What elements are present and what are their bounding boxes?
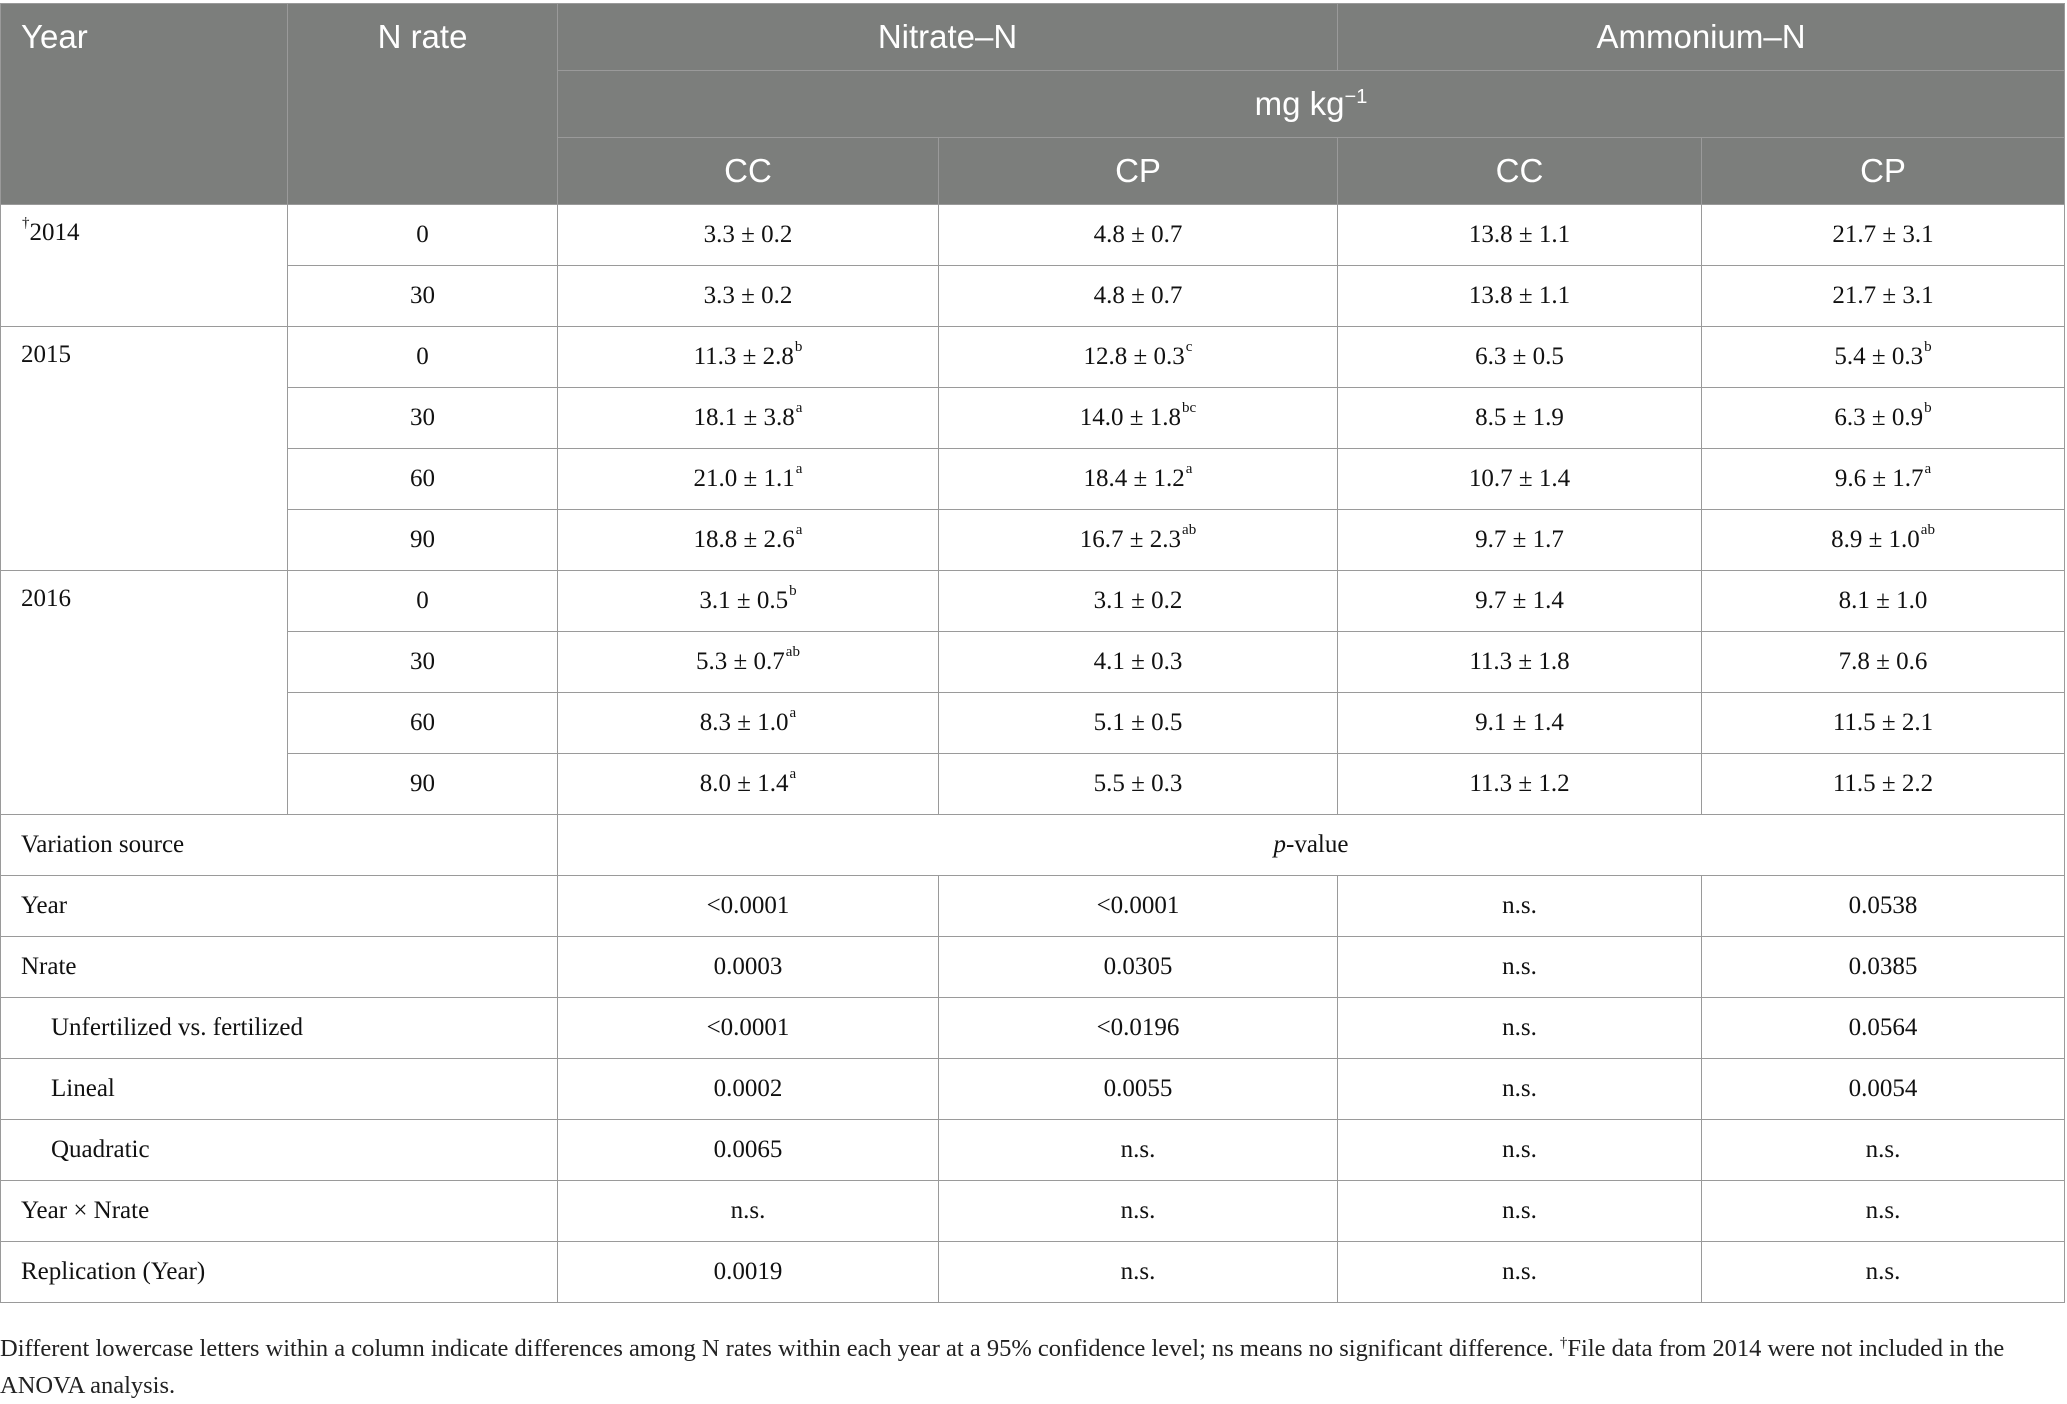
p-rest: -value [1286,831,1349,858]
header-nrate: N rate [288,4,558,205]
anova-row [1,1120,2065,1181]
anova-header-pvalue [558,815,2065,876]
anova-pvalue-cell: n.s. [1338,1059,1702,1120]
value-text: 9.1 ± 1.4 [1475,709,1564,736]
header-ammonium-cp: CP [1702,138,2065,205]
anova-pvalue-cell: <0.0001 [558,876,939,937]
value-text: 21.7 ± 3.1 [1832,282,1934,309]
value-cell-nh4-cc [1338,327,1702,388]
anova-pvalue-cell: <0.0196 [939,998,1338,1059]
anova-pvalue-cell: <0.0001 [939,876,1338,937]
value-cell-nh4-cp [1702,388,2065,449]
value-cell-nh4-cp [1702,632,2065,693]
nrate-cell: 0 [288,571,558,632]
table-row [1,693,2065,754]
nrate-cell: 30 [288,266,558,327]
anova-pvalue-cell: n.s. [558,1181,939,1242]
significance-letter: ab [1920,522,1935,538]
value-text: 18.8 ± 2.6 [693,526,795,553]
value-text: 11.3 ± 1.2 [1469,770,1570,797]
anova-pvalue-cell: 0.0054 [1702,1059,2065,1120]
anova-source-label: Year × Nrate [1,1181,558,1242]
significance-letter: a [1924,461,1932,477]
value-cell-nh4-cp [1702,510,2065,571]
anova-pvalue-cell: n.s. [1702,1120,2065,1181]
anova-source-label: Lineal [1,1059,558,1120]
header-year: Year [1,4,288,205]
value-cell-nh4-cp [1702,754,2065,815]
anova-pvalue-cell: 0.0564 [1702,998,2065,1059]
header-nitrate: Nitrate–N [558,4,1338,71]
nrate-cell: 60 [288,449,558,510]
value-cell-no3-cc [558,632,939,693]
anova-pvalue-cell: n.s. [1702,1181,2065,1242]
value-text: 8.3 ± 1.0 [699,709,789,736]
value-cell-no3-cc [558,388,939,449]
anova-source-label: Replication (Year) [1,1242,558,1303]
value-text: 4.1 ± 0.3 [1093,648,1183,675]
significance-letter: b [1924,400,1932,416]
table-row [1,327,2065,388]
footnote-dagger: † [1559,1335,1568,1351]
table-row [1,571,2065,632]
significance-letter: a [795,400,803,416]
year-label: 2016 [21,585,71,612]
value-text: 3.3 ± 0.2 [703,282,793,309]
value-cell-no3-cc [558,327,939,388]
value-text: 6.3 ± 0.9 [1834,404,1924,431]
value-cell-no3-cc [558,510,939,571]
nrate-cell: 60 [288,693,558,754]
table-row [1,449,2065,510]
value-cell-no3-cp [939,693,1338,754]
value-text: 6.3 ± 0.5 [1475,343,1564,370]
value-cell-no3-cc [558,754,939,815]
significance-letter: a [1185,461,1193,477]
value-cell-nh4-cc [1338,449,1702,510]
value-text: 4.8 ± 0.7 [1093,282,1183,309]
table-row [1,754,2065,815]
value-text: 16.7 ± 2.3 [1079,526,1182,553]
value-cell-no3-cc [558,571,939,632]
anova-header-row [1,815,2065,876]
significance-letter: b [1924,339,1932,355]
unit-exponent: −1 [1344,86,1368,108]
table-header [1,4,2065,205]
year-label: 2014 [29,219,80,246]
anova-pvalue-cell: 0.0055 [939,1059,1338,1120]
value-text: 10.7 ± 1.4 [1468,465,1571,492]
value-cell-nh4-cc [1338,571,1702,632]
value-cell-no3-cp [939,327,1338,388]
value-text: 5.1 ± 0.5 [1093,709,1183,736]
value-text: 8.9 ± 1.0 [1831,526,1920,553]
value-cell-no3-cp [939,449,1338,510]
value-text: 13.8 ± 1.1 [1468,221,1571,248]
value-cell-no3-cc [558,693,939,754]
significance-letter: a [795,461,803,477]
significance-letter: a [789,705,797,721]
table-row [1,632,2065,693]
anova-pvalue-cell: n.s. [939,1181,1338,1242]
year-label: 2015 [21,341,71,368]
footnote-text-1: Different lowercase letters within a column indicate differences among N rates within each year at a 95% confidence level; ns means no significant difference. [0,1335,1560,1363]
value-cell-nh4-cc [1338,510,1702,571]
significance-letter: b [789,583,797,599]
value-text: 3.3 ± 0.2 [703,221,793,248]
anova-pvalue-cell: 0.0305 [939,937,1338,998]
anova-source-label: Nrate [1,937,558,998]
year-cell [1,205,288,327]
nrate-cell: 90 [288,510,558,571]
value-text: 11.5 ± 2.2 [1832,770,1934,797]
anova-row [1,937,2065,998]
significance-letter: a [789,766,797,782]
value-text: 9.7 ± 1.4 [1475,587,1564,614]
table-body-anova [1,815,2065,1303]
value-text: 11.3 ± 1.8 [1469,648,1570,675]
value-cell-nh4-cc [1338,205,1702,266]
value-text: 4.8 ± 0.7 [1093,221,1183,248]
value-cell-nh4-cp [1702,571,2065,632]
value-text: 8.5 ± 1.9 [1475,404,1564,431]
value-cell-no3-cc [558,205,939,266]
significance-letter: bc [1182,400,1197,416]
value-text: 18.4 ± 1.2 [1083,465,1185,492]
value-text: 5.4 ± 0.3 [1834,343,1924,370]
anova-pvalue-cell: n.s. [1338,998,1702,1059]
value-text: 13.8 ± 1.1 [1468,282,1571,309]
anova-pvalue-cell: n.s. [1338,876,1702,937]
anova-pvalue-cell: n.s. [1338,1181,1702,1242]
header-unit [558,71,2065,138]
value-text: 7.8 ± 0.6 [1838,648,1928,675]
value-cell-nh4-cc [1338,266,1702,327]
value-text: 3.1 ± 0.2 [1093,587,1183,614]
table-body-data [1,205,2065,815]
value-text: 3.1 ± 0.5 [699,587,789,614]
value-text: 12.8 ± 0.3 [1083,343,1185,370]
table-row [1,388,2065,449]
anova-source-label: Quadratic [1,1120,558,1181]
anova-row [1,1059,2065,1120]
significance-letter: b [794,339,803,355]
soil-nitrogen-table [0,3,2065,1303]
anova-pvalue-cell: 0.0019 [558,1242,939,1303]
value-cell-nh4-cp [1702,327,2065,388]
table-row [1,266,2065,327]
significance-letter: a [795,522,803,538]
nrate-cell: 0 [288,327,558,388]
value-cell-no3-cp [939,571,1338,632]
significance-letter: c [1185,339,1193,355]
anova-source-label: Year [1,876,558,937]
header-nitrate-cp: CP [939,138,1338,205]
header-ammonium-cc: CC [1338,138,1702,205]
anova-pvalue-cell: n.s. [1338,1242,1702,1303]
anova-pvalue-cell: 0.0538 [1702,876,2065,937]
nrate-cell: 30 [288,388,558,449]
table-footnote [0,1325,2060,1404]
value-text: 11.3 ± 2.8 [693,343,794,370]
value-cell-nh4-cp [1702,449,2065,510]
year-cell [1,327,288,571]
significance-letter: ab [1182,522,1197,538]
anova-row [1,876,2065,937]
anova-pvalue-cell: n.s. [939,1242,1338,1303]
anova-header-label: Variation source [1,815,558,876]
value-cell-no3-cc [558,266,939,327]
value-cell-nh4-cp [1702,266,2065,327]
anova-source-label: Unfertilized vs. fertilized [1,998,558,1059]
anova-pvalue-cell: 0.0385 [1702,937,2065,998]
anova-pvalue-cell: <0.0001 [558,998,939,1059]
value-cell-no3-cp [939,388,1338,449]
value-text: 9.7 ± 1.7 [1475,526,1564,553]
table-row [1,510,2065,571]
footnote-text-2: File data from 2014 were not included in the ANOVA analysis. [0,1335,2005,1400]
anova-pvalue-cell: n.s. [1338,1120,1702,1181]
value-text: 11.5 ± 2.1 [1832,709,1934,736]
table-row [1,205,2065,266]
anova-row [1,1242,2065,1303]
value-text: 14.0 ± 1.8 [1079,404,1182,431]
value-text: 21.7 ± 3.1 [1832,221,1934,248]
value-cell-nh4-cp [1702,205,2065,266]
header-ammonium: Ammonium–N [1338,4,2065,71]
anova-row [1,998,2065,1059]
value-text: 5.3 ± 0.7 [696,648,785,675]
anova-pvalue-cell: n.s. [1338,937,1702,998]
nrate-cell: 90 [288,754,558,815]
value-cell-nh4-cp [1702,693,2065,754]
value-text: 18.1 ± 3.8 [693,404,795,431]
value-cell-nh4-cc [1338,754,1702,815]
value-cell-no3-cp [939,632,1338,693]
value-cell-no3-cp [939,510,1338,571]
value-text: 8.1 ± 1.0 [1838,587,1928,614]
value-cell-no3-cp [939,754,1338,815]
value-text: 21.0 ± 1.1 [693,465,795,492]
year-cell [1,571,288,815]
value-cell-no3-cp [939,266,1338,327]
value-cell-no3-cc [558,449,939,510]
value-text: 8.0 ± 1.4 [699,770,789,797]
unit-base: mg kg [1254,85,1345,122]
anova-pvalue-cell: 0.0003 [558,937,939,998]
value-cell-nh4-cc [1338,693,1702,754]
anova-pvalue-cell: 0.0065 [558,1120,939,1181]
anova-pvalue-cell: 0.0002 [558,1059,939,1120]
anova-pvalue-cell: n.s. [939,1120,1338,1181]
significance-letter: ab [785,644,800,660]
value-text: 9.6 ± 1.7 [1834,465,1924,492]
header-nitrate-cc: CC [558,138,939,205]
value-cell-nh4-cc [1338,632,1702,693]
anova-row [1,1181,2065,1242]
value-cell-no3-cp [939,205,1338,266]
value-cell-nh4-cc [1338,388,1702,449]
anova-pvalue-cell: n.s. [1702,1242,2065,1303]
year-dagger-mark: † [22,215,30,231]
table-container [0,3,2064,1303]
nrate-cell: 0 [288,205,558,266]
value-text: 5.5 ± 0.3 [1093,770,1183,797]
p-italic: p [1273,831,1287,858]
nrate-cell: 30 [288,632,558,693]
